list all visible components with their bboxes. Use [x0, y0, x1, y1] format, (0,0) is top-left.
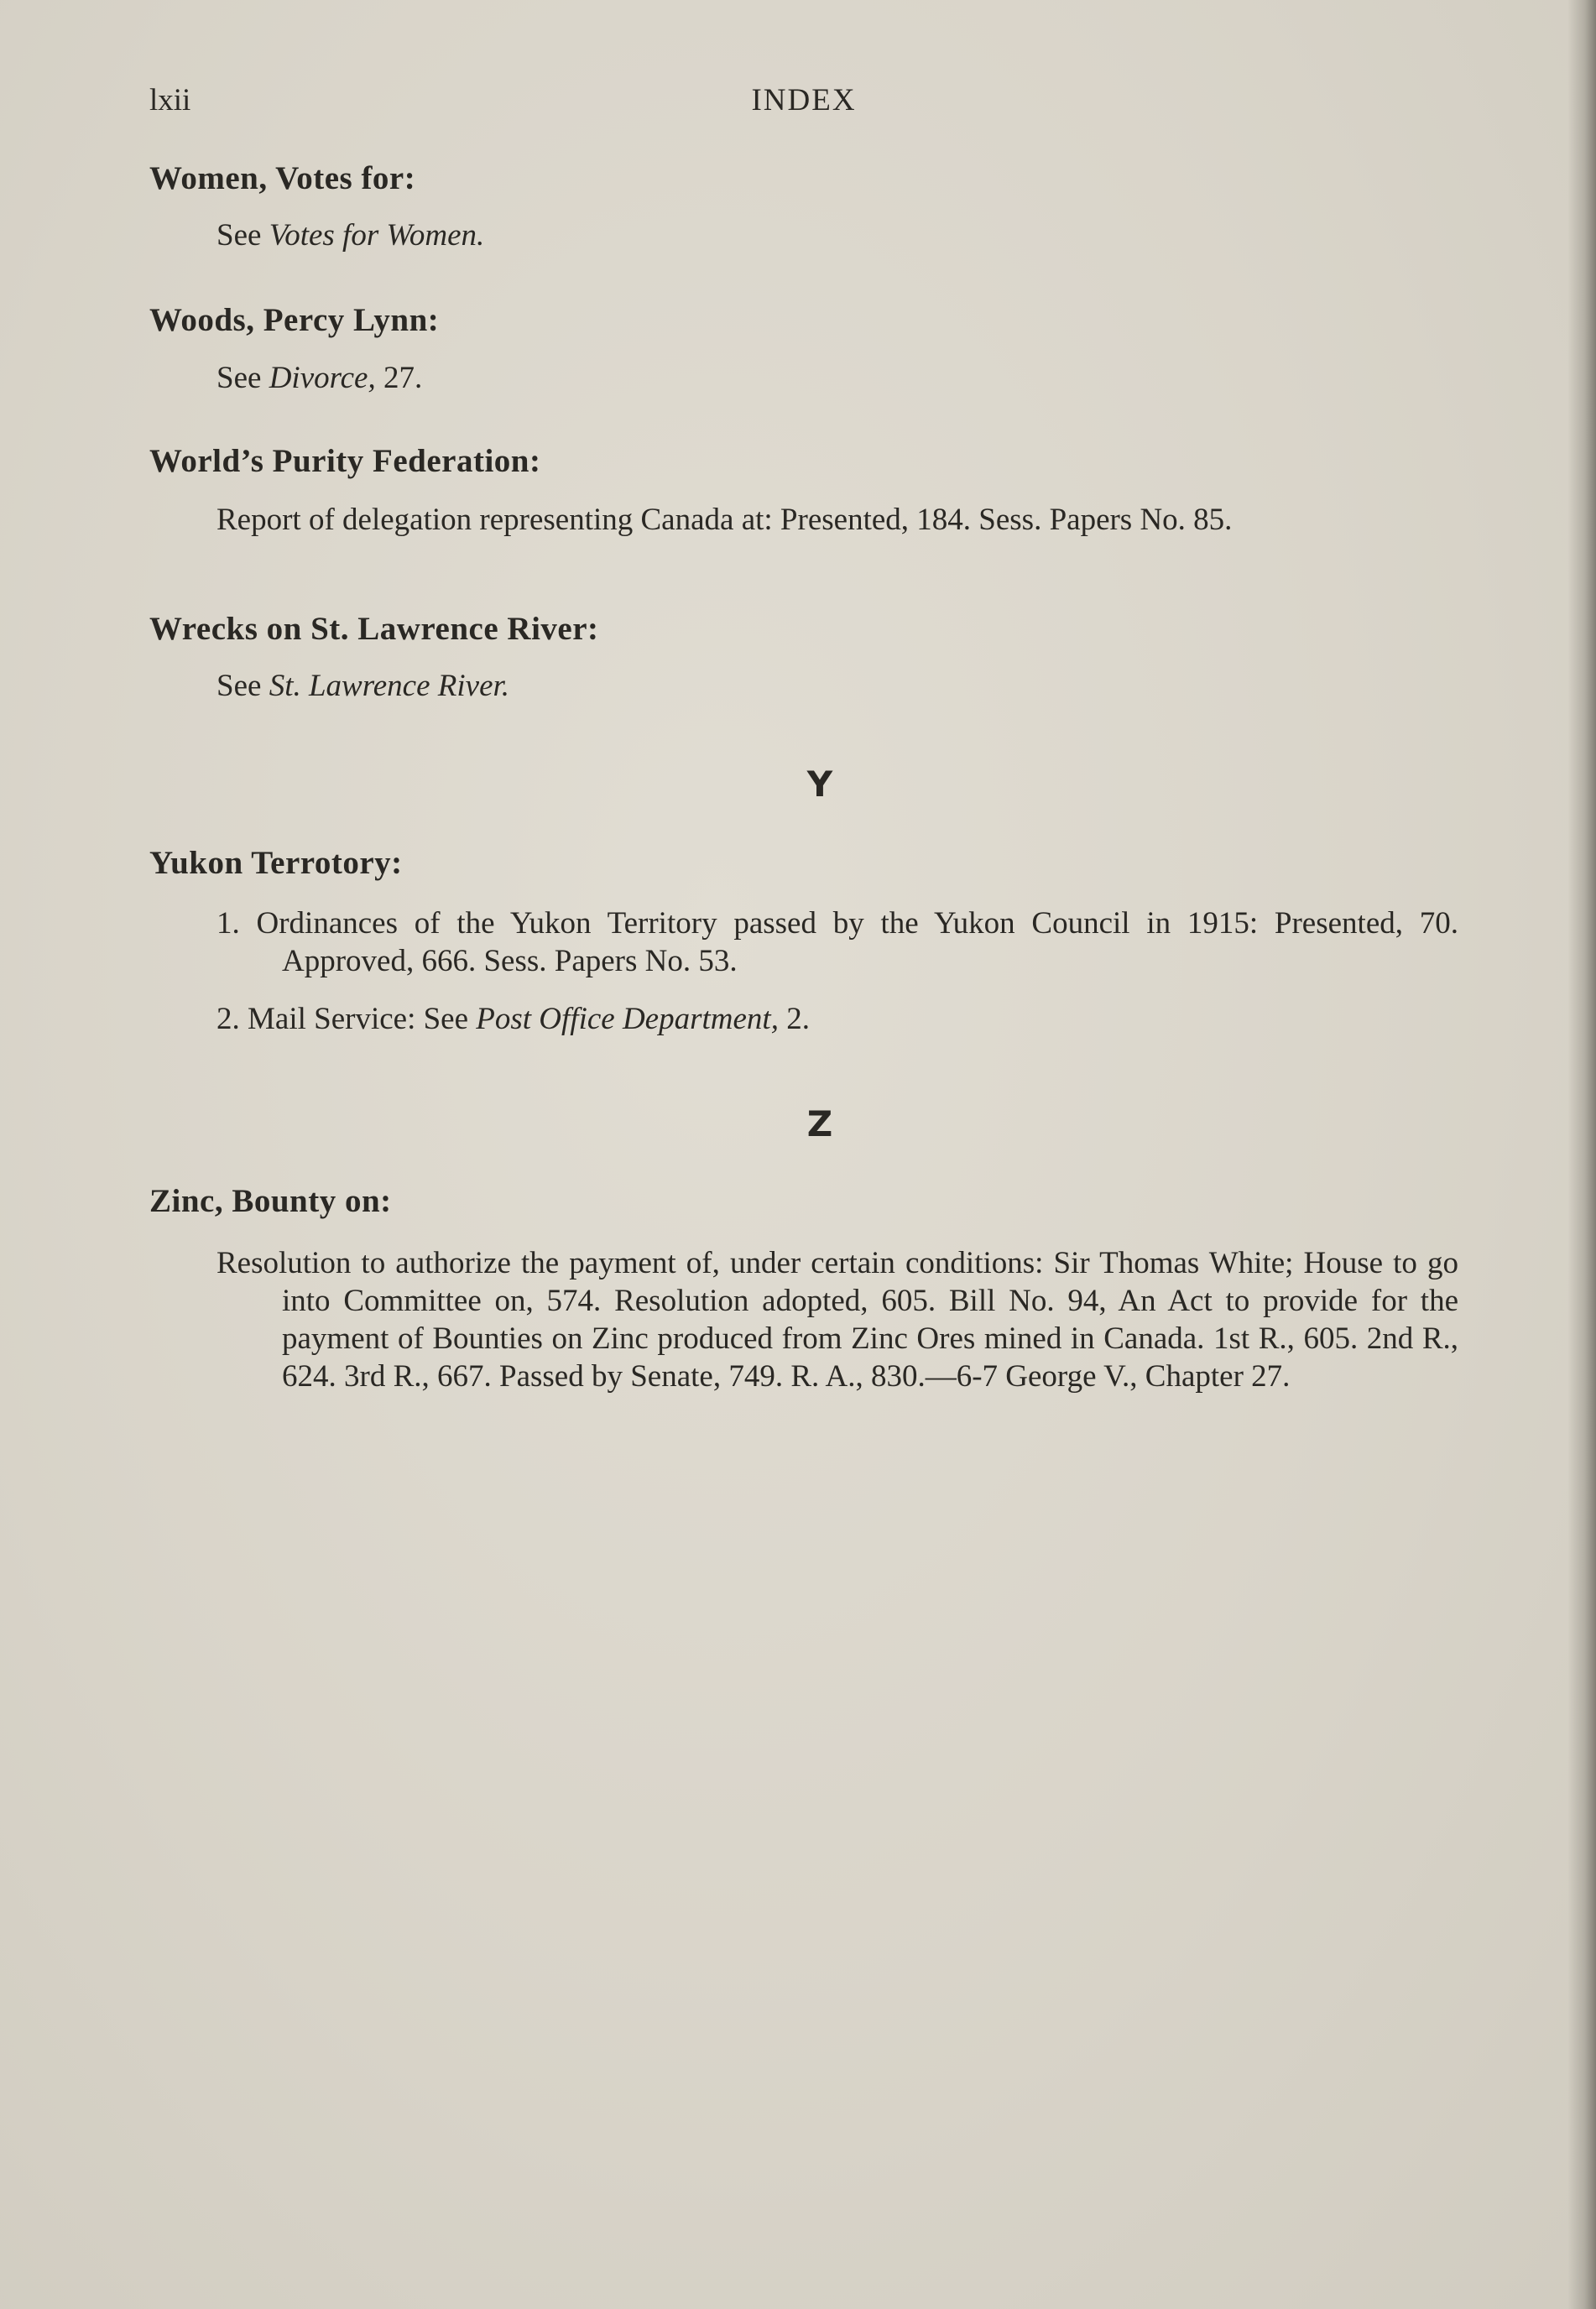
section-letter-z	[0, 1103, 1596, 1144]
running-title: INDEX	[751, 83, 857, 117]
section-letter-y	[0, 764, 1596, 805]
see-prefix: See	[216, 669, 269, 703]
entry-heading-worlds-purity: World’s Purity Federation:	[149, 443, 541, 479]
entry-text-zinc: Resolution to authorize the payment of, under certain conditions: Sir Thomas White; House to go into Committee on, 574. Resolution adopted, 605. Bill No. 94, An Act to provide for the payment of Bounties on Zinc produced from Zinc Ores mined in Canada. 1st R., 605. 2nd R., 624. 3rd R., 667. Passed by Senate, 749. R. A., 830.—6-7 George V., Chapter 27.	[216, 1246, 1458, 1394]
entry-text-woods	[216, 359, 1458, 397]
entry-text-yukon-item-2	[216, 1000, 1458, 1038]
reference-suffix: 27.	[375, 361, 423, 395]
reference-suffix: 2.	[778, 1002, 810, 1036]
entry-heading-woods: Woods, Percy Lynn:	[149, 302, 440, 338]
entry-heading-yukon: Yukon Terrotory:	[149, 845, 403, 881]
cross-reference: Divorce,	[269, 361, 376, 395]
entry-text-yukon-item-1: 1. Ordinances of the Yukon Territory passed by the Yukon Council in 1915: Presented, 70. Approved, 666. Sess. Papers No. 53.	[216, 906, 1458, 978]
page-edge-shadow	[1567, 0, 1596, 2309]
section-letter-z-text: Z	[806, 1103, 833, 1144]
cross-reference: Votes for Women.	[269, 218, 485, 253]
item-prefix: 2. Mail Service: See	[216, 1002, 477, 1036]
running-head	[149, 82, 1458, 126]
page-number: lxii	[149, 83, 191, 117]
entry-text-worlds-purity: Report of delegation representing Canada at: Presented, 184. Sess. Papers No. 85.	[216, 503, 1233, 537]
entry-text-women-votes	[216, 216, 1458, 254]
cross-reference: St. Lawrence River.	[269, 669, 510, 703]
section-letter-y-text: Y	[806, 764, 833, 805]
see-prefix: See	[216, 361, 269, 395]
entry-text-wrecks	[216, 667, 1458, 705]
see-prefix: See	[216, 218, 269, 253]
entry-heading-women-votes: Women, Votes for:	[149, 160, 416, 196]
cross-reference: Post Office Department,	[476, 1002, 779, 1036]
entry-heading-wrecks: Wrecks on St. Lawrence River:	[149, 611, 599, 647]
entry-heading-zinc: Zinc, Bounty on:	[149, 1183, 392, 1219]
